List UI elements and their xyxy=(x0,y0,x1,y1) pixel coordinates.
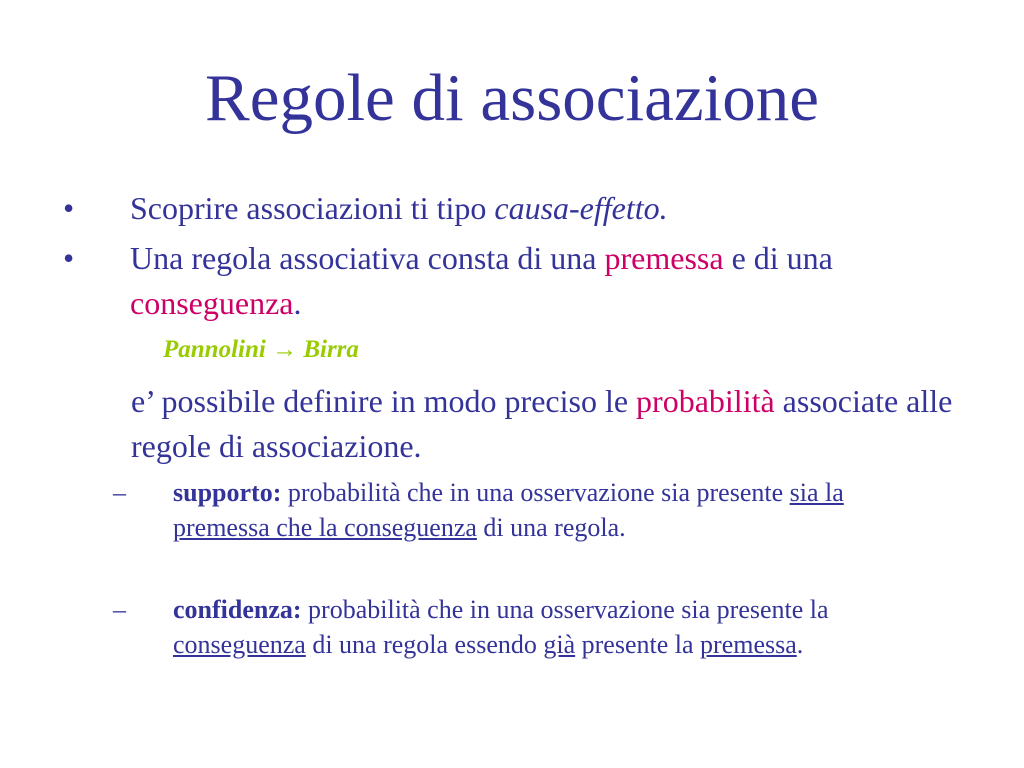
confidenza-underlined-gia: già xyxy=(543,630,576,659)
confidenza-text-3: presente la xyxy=(575,630,701,659)
supporto-label: supporto: xyxy=(173,478,282,507)
bullet-item-2 xyxy=(63,236,970,326)
confidenza-label: confidenza: xyxy=(173,595,302,624)
example-rule: Pannolini → Birra xyxy=(163,336,359,363)
supporto-text-2: di una regola. xyxy=(476,513,626,542)
bullet-icon: • xyxy=(63,190,75,226)
paragraph-text-1: e’ possibile definire in modo preciso le xyxy=(131,383,637,419)
supporto-underlined: sia la premessa che la conseguenza xyxy=(173,478,844,542)
bullet-1-text: Scoprire associazioni ti tipo xyxy=(130,190,495,226)
confidenza-text-1: probabilità che in una osservazione sia presente la xyxy=(301,595,829,624)
keyword-conseguenza: conseguenza xyxy=(130,285,294,321)
bullet-icon: • xyxy=(63,240,75,276)
confidenza-underlined-premessa: premessa xyxy=(700,630,797,659)
probability-paragraph xyxy=(131,379,961,469)
sub-bullet-supporto xyxy=(113,475,933,545)
dash-icon: – xyxy=(113,478,126,507)
bullet-1-italic: causa-effetto. xyxy=(494,190,668,226)
keyword-premessa: premessa xyxy=(604,240,724,276)
bullet-2-text-2: e di una xyxy=(723,240,833,276)
paragraph-text-2: associate alle regole di associazione. xyxy=(131,383,953,464)
bullet-2-text-1: Una regola associativa consta di una xyxy=(130,240,605,276)
dash-icon: – xyxy=(113,595,126,624)
keyword-probabilita: probabilità xyxy=(636,383,775,419)
confidenza-text-4: . xyxy=(796,630,804,659)
bullet-item-1 xyxy=(63,186,970,231)
bullet-2-text-3: . xyxy=(293,285,302,321)
supporto-text-1: probabilità che in una osservazione sia presente xyxy=(281,478,790,507)
confidenza-text-2: di una regola essendo xyxy=(305,630,544,659)
slide-title: Regole di associazione xyxy=(205,61,819,135)
confidenza-underlined-conseguenza: conseguenza xyxy=(173,630,306,659)
sub-bullet-confidenza xyxy=(113,592,933,662)
